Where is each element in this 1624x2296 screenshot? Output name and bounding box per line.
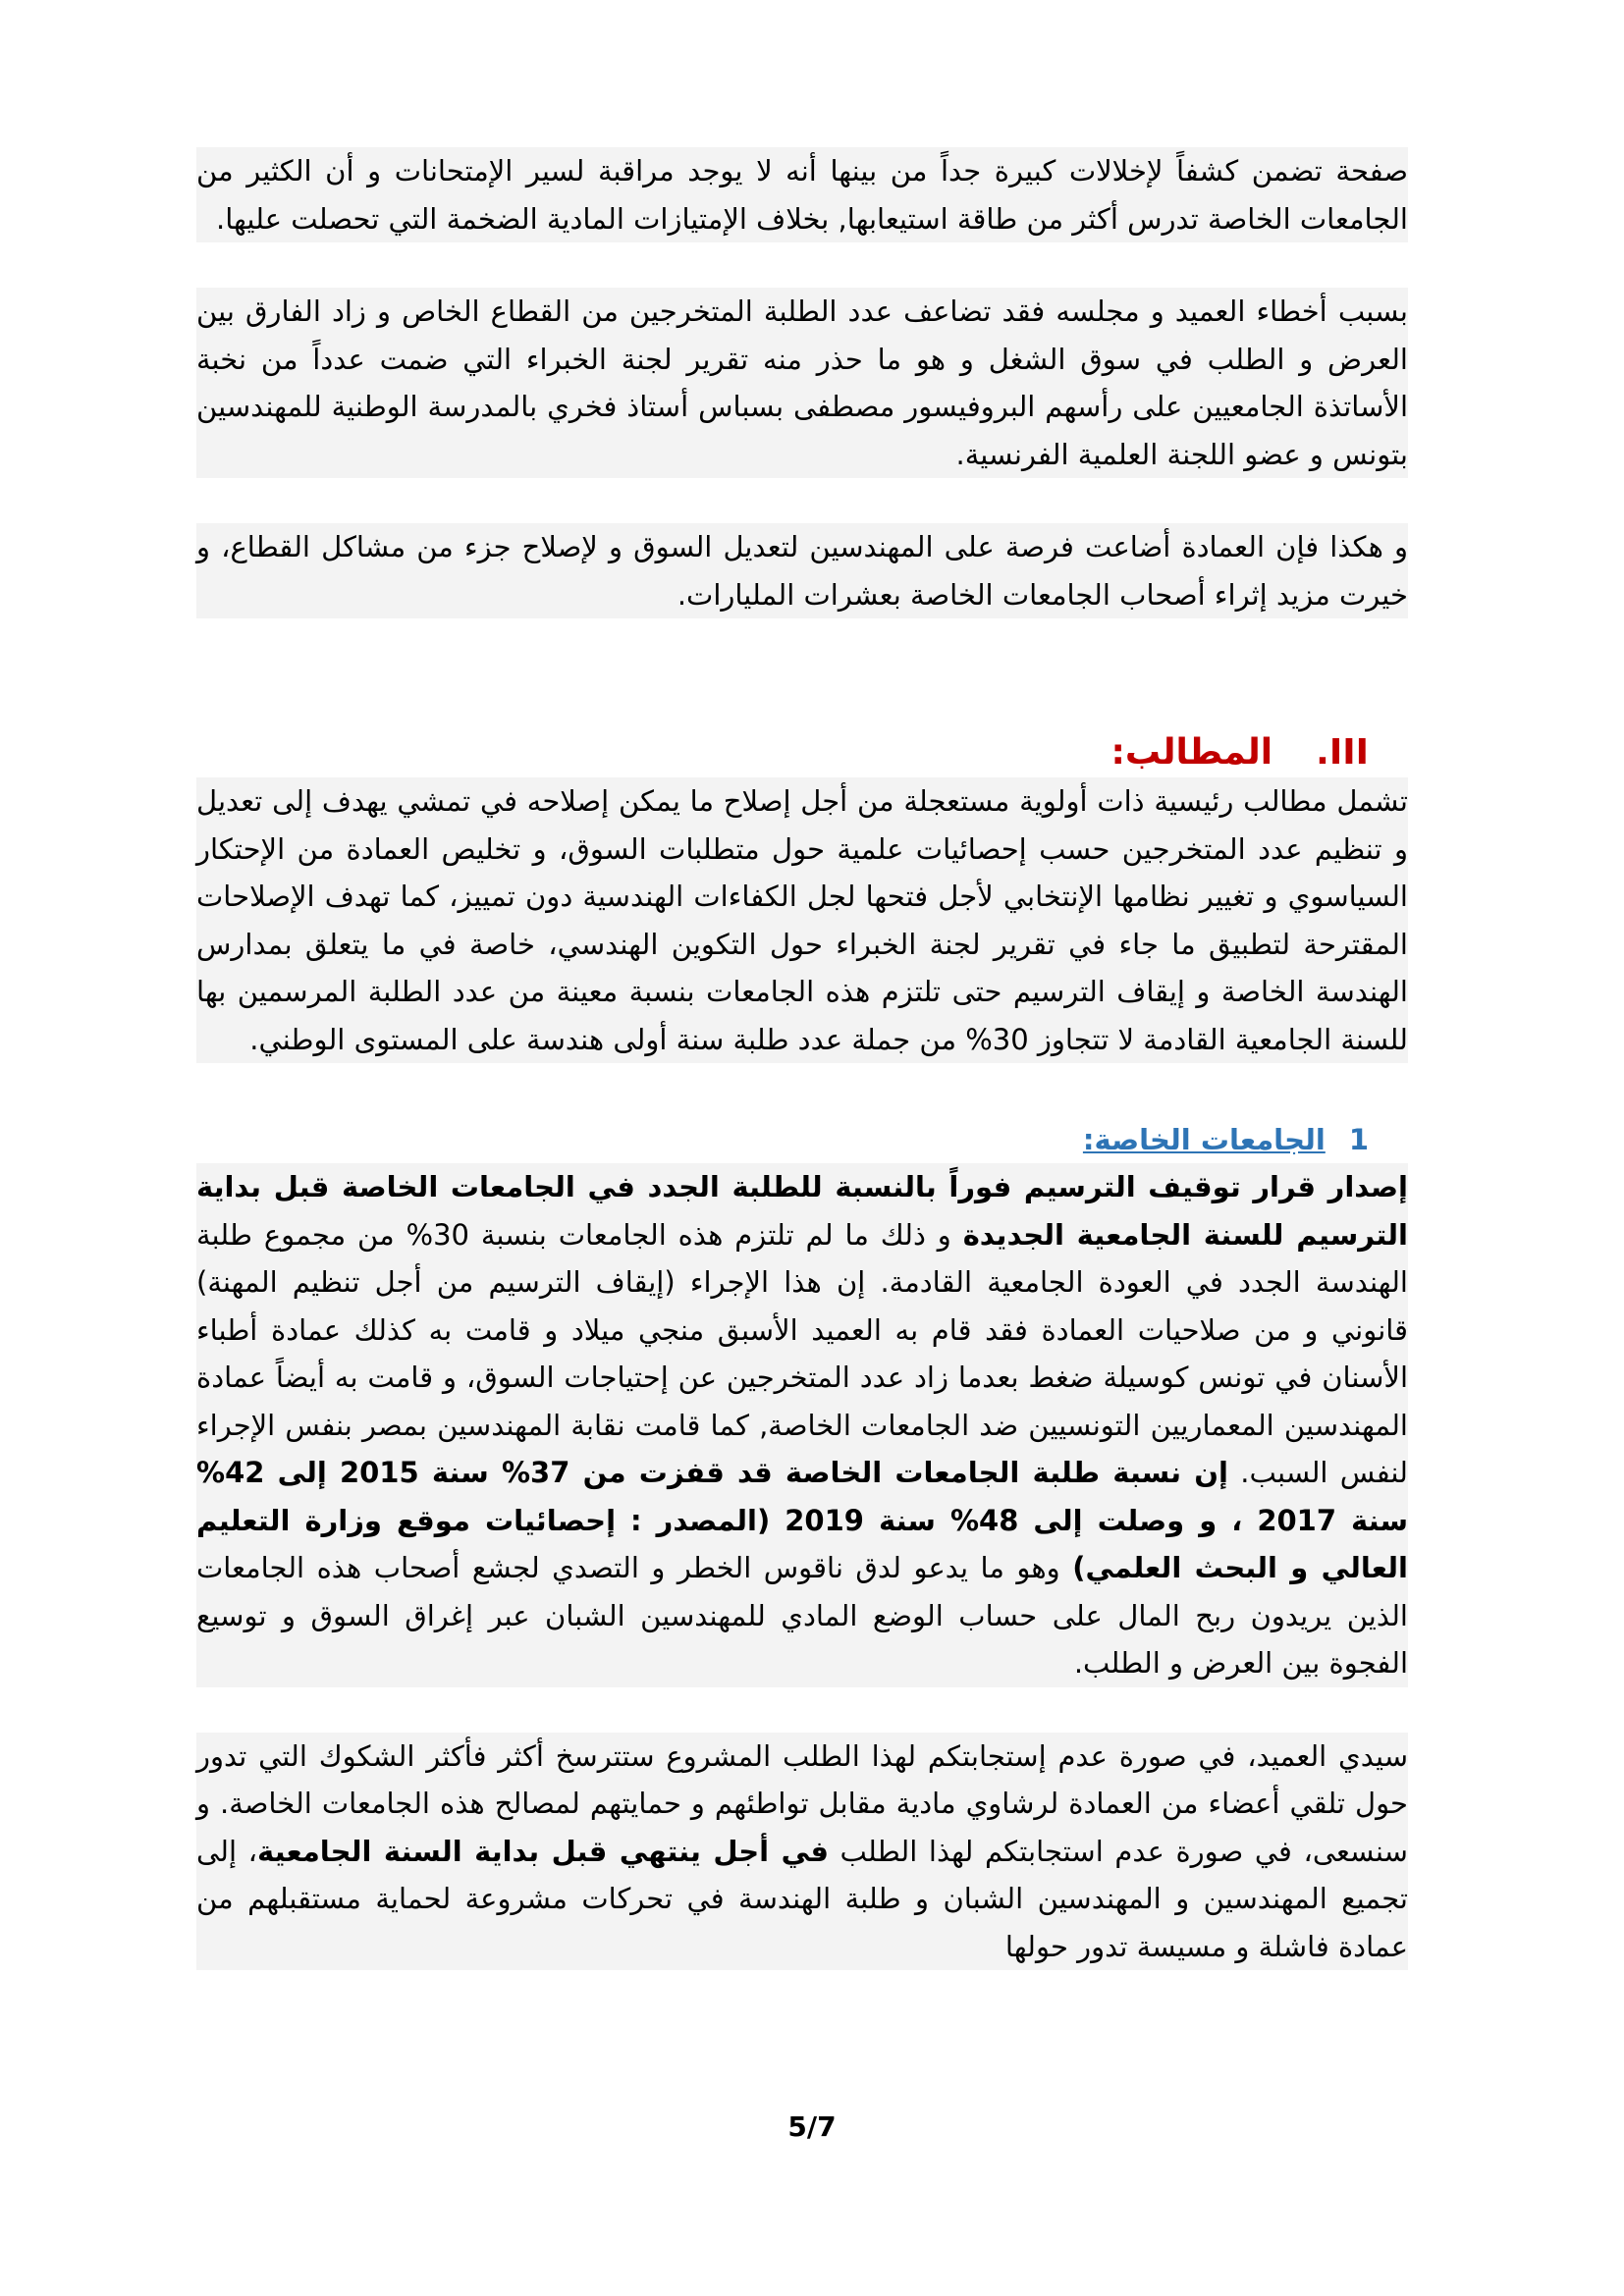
- text-warning: وهو ما يدعو لدق ناقوس الخطر و التصدي لجشع أصحاب هذه الجامعات الذين يريدون ربح المال على حساب الوضع المادي للمهندسين الشبان عبر إغراق السوق و توسيع الفجوة بين العرض و الطلب.: [196, 1551, 1408, 1680]
- subsection-heading-private-universities: [196, 1116, 1408, 1163]
- document-page: [196, 147, 1408, 1970]
- text-registration-details: و ذلك ما لم تلتزم هذه الجامعات بنسبة 30% من مجموع طلبة الهندسة الجدد في العودة الجامعية القادمة. إن هذا الإجراء (إيقاف الترسيم من أجل تنظيم المهنة) قانوني و من صلاحيات العمادة فقد قام به العميد الأسبق منجي ميلاد و قامت به كذلك عمادة أطباء الأسنان في تونس كوسيلة ضغط بعدما زاد عدد المتخرجين عن إحتياجات السوق، و قامت به أيضاً عمادة المهندسين المعماريين التونسيين ضد الجامعات الخاصة, كما قامت نقابة المهندسين بمصر بنفس الإجراء لنفس السبب.: [196, 1217, 1408, 1489]
- paragraph-demands-intro: تشمل مطالب رئيسية ذات أولوية مستعجلة من أجل إصلاح ما يمكن إصلاحه في تمشي يهدف إلى تعديل و تنظيم عدد المتخرجين حسب إحصائيات علمية حول متطلبات السوق، و تخليص العمادة من الإحتكار السياسوي و تغيير نظامها الإنتخابي لأجل فتحها لجل الكفاءات الهندسية دون تمييز، كما تهدف الإصلاحات المقترحة لتطبيق ما جاء في تقرير لجنة الخبراء حول التكوين الهندسي، خاصة في ما يتعلق بمدارس الهندسة الخاصة و إيقاف الترسيم حتى تلتزم هذه الجامعات بنسبة معينة من عدد الطلبة المرسمين بها للسنة الجامعية القادمة لا تتجاوز 30% من جملة عدد طلبة سنة أولى هندسة على المستوى الوطني.: [196, 777, 1408, 1063]
- paragraph-inspection-findings: صفحة تضمن كشفاً لإخلالات كبيرة جداً من بينها أنه لا يوجد مراقبة لسير الإمتحانات و أن الكثير من الجامعات الخاصة تدرس أكثر من طاقة استيعابها, بخلاف الإمتيازات المادية الضخمة التي تحصلت عليها.: [196, 147, 1408, 242]
- bold-registration-halt: إصدار قرار توقيف الترسيم فوراً بالنسبة للطلبة الجدد في الجامعات الخاصة قبل بداية الترسيم للسنة الجامعية الجديدة: [196, 1170, 1409, 1252]
- paragraph-appeal-to-dean: [196, 1733, 1408, 1971]
- paragraph-private-universities: [196, 1163, 1408, 1687]
- section-heading-demands: [196, 728, 1408, 777]
- bold-statistics: إن نسبة طلبة الجامعات الخاصة قد قفزت من 37% سنة 2015 إلى 42% سنة 2017 ، و وصلت إلى 48% سنة 2019 (المصدر : إحصائيات موقع وزارة التعليم العالي و البحث العلمي): [196, 1456, 1409, 1584]
- page-number: 5/7: [787, 2110, 837, 2143]
- paragraph-graduates-increase: بسبب أخطاء العميد و مجلسه فقد تضاعف عدد الطلبة المتخرجين من القطاع الخاص و زاد الفارق بين العرض و الطلب في سوق الشغل و هو ما حذر منه تقرير لجنة الخبراء التي ضمت عدداً من نخبة الأساتذة الجامعيين على رأسهم البروفيسور مصطفى بسباس أستاذ فخري بالمدرسة الوطنية للمهندسين بتونس و عضو اللجنة العلمية الفرنسية.: [196, 288, 1408, 478]
- section-title: المطالب:: [1110, 732, 1273, 773]
- paragraph-missed-opportunity: و هكذا فإن العمادة أضاعت فرصة على المهندسين لتعديل السوق و لإصلاح جزء من مشاكل القطاع، و خيرت مزيد إثراء أصحاب الجامعات الخاصة بعشرات المليارات.: [196, 523, 1408, 618]
- bold-deadline: في أجل ينتهي قبل بداية السنة الجامعية: [257, 1834, 829, 1868]
- subsection-number: 1: [1348, 1123, 1369, 1156]
- text-appeal-part1: سيدي العميد، في صورة عدم إستجابتكم لهذا الطلب المشروع ستترسخ أكثر فأكثر الشكوك التي تدور حول تلقي أعضاء من العمادة لرشاوي مادية مقابل تواطئهم و حمايتهم لمصالح هذه الجامعات الخاصة. و سنسعى، في صورة عدم استجابتكم لهذا الطلب: [196, 1738, 1408, 1868]
- text-appeal-part2: ، إلى تجميع المهندسين و المهندسين الشبان و طلبة الهندسة في تحركات مشروعة لحماية مستقبلهم من عمادة فاشلة و مسيسة تدور حولها: [196, 1834, 1408, 1963]
- subsection-title: الجامعات الخاصة:: [1082, 1123, 1326, 1156]
- section-number: III.: [1316, 732, 1369, 773]
